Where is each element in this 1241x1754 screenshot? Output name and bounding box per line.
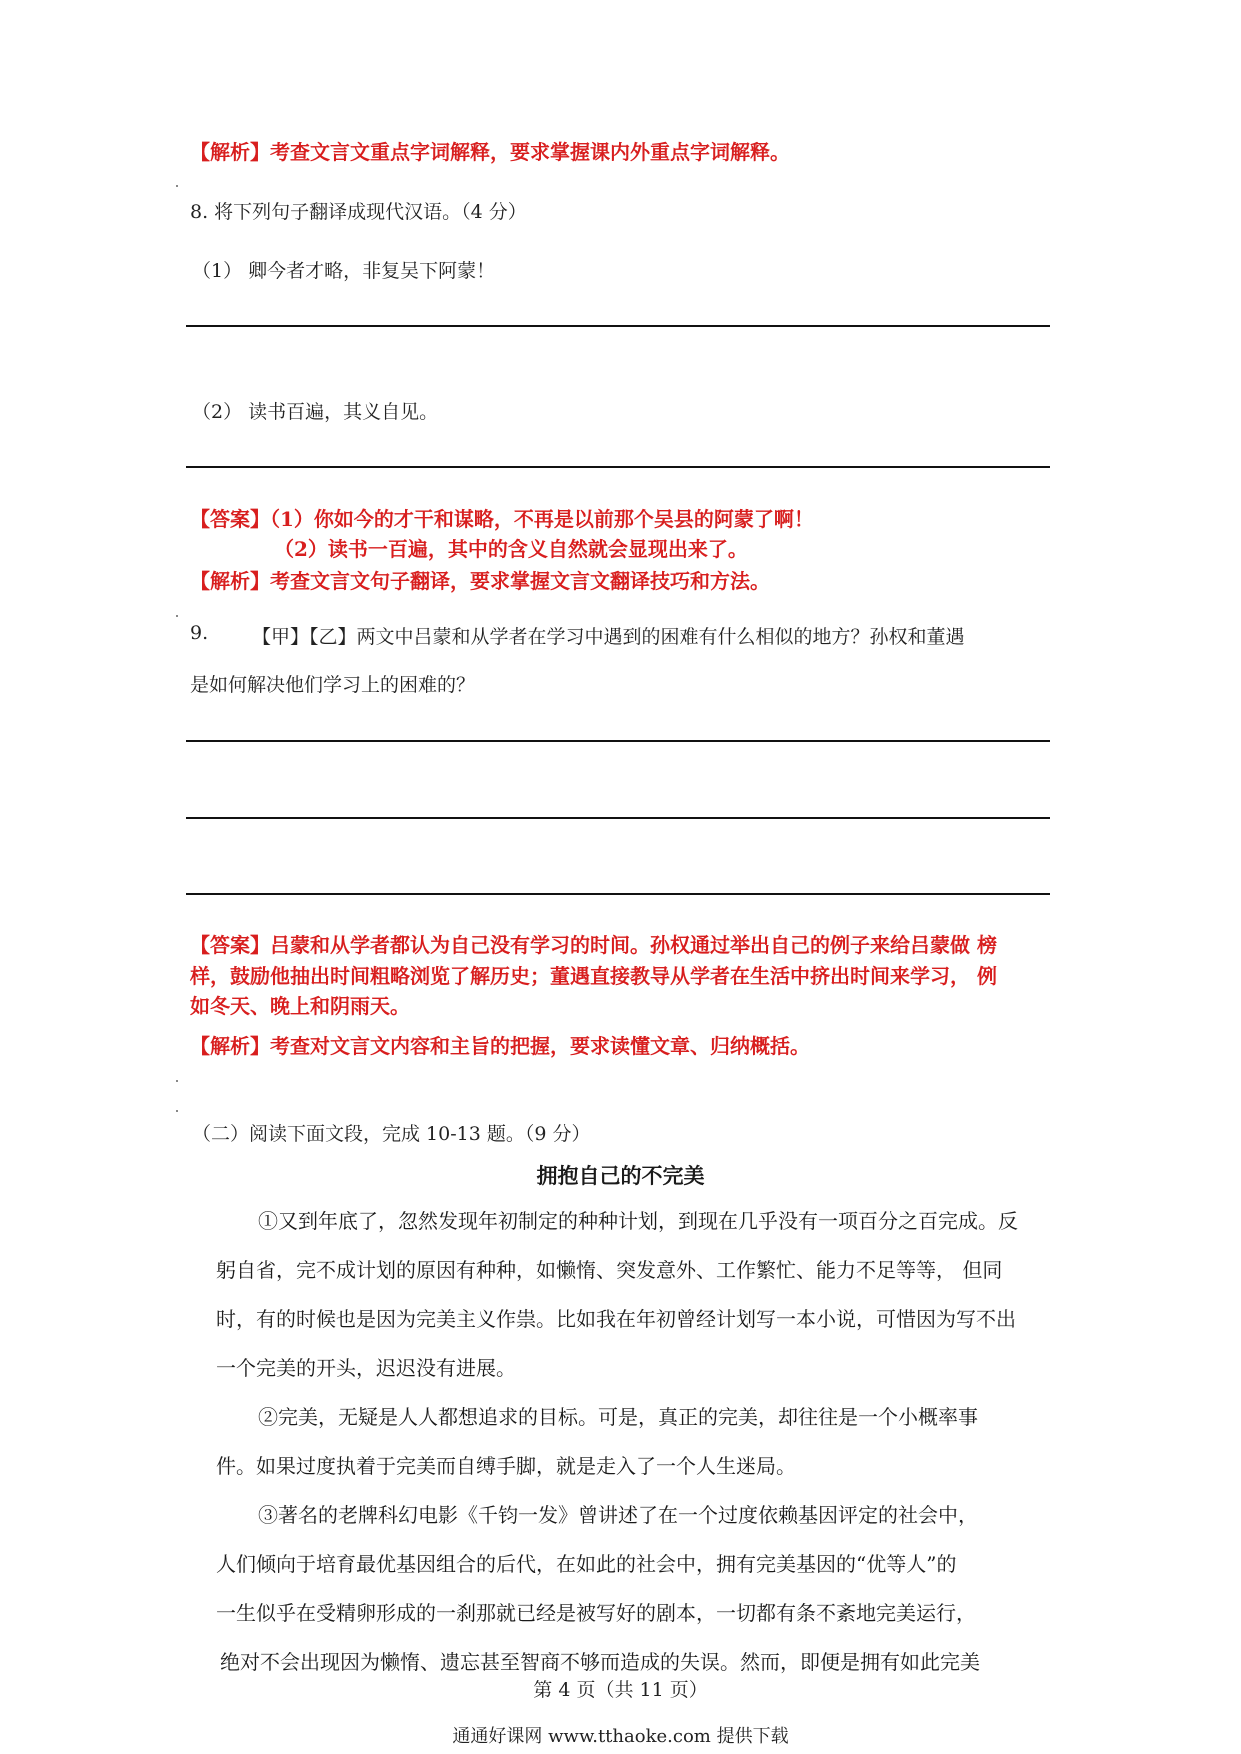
q8-item-1: （1） 卿今者才略，非复吴下阿蒙！: [192, 260, 496, 282]
paragraph-line: 人们倾向于培育最优基因组合的后代，在如此的社会中，拥有完美基因的“优等人”的: [216, 1552, 957, 1576]
answer-line: [186, 466, 1050, 468]
paragraph-line: ①又到年底了，忽然发现年初制定的种种计划，到现在几乎没有一项百分之百完成。反: [258, 1209, 1018, 1233]
section-heading: （二）阅读下面文段，完成 10-13 题。（9 分）: [192, 1123, 591, 1145]
q8-prompt: 8. 将下列句子翻译成现代汉语。（4 分）: [190, 201, 527, 223]
q9-answer-line-3: 如冬天、晚上和阴雨天。: [190, 994, 410, 1018]
source-footer: 通通好课网 www.tthaoke.com 提供下载: [452, 1726, 789, 1747]
paragraph-line: 时，有的时候也是因为完美主义作祟。比如我在年初曾经计划写一本小说，可惜因为写不出: [216, 1307, 1016, 1331]
margin-mark: [176, 615, 178, 617]
margin-mark: [176, 1080, 178, 1082]
article-title: 拥抱自己的不完美: [536, 1163, 705, 1188]
q9-prompt-line-2: 是如何解决他们学习上的困难的？: [190, 674, 476, 696]
q8-answer-line-1: 【答案】（1）你如今的才干和谋略，不再是以前那个吴县的阿蒙了啊！: [190, 507, 814, 531]
q9-answer-line-1: 【答案】吕蒙和从学者都认为自己没有学习的时间。孙权通过举出自己的例子来给吕蒙做 榜: [190, 933, 997, 957]
paragraph-line: ②完美，无疑是人人都想追求的目标。可是，真正的完美，却往往是一个小概率事: [258, 1405, 978, 1429]
paragraph-line: 绝对不会出现因为懒惰、遗忘甚至智商不够而造成的失误。然而，即便是拥有如此完美: [220, 1650, 980, 1674]
paragraph-line: ③著名的老牌科幻电影《千钧一发》曾讲述了在一个过度依赖基因评定的社会中，: [258, 1503, 978, 1527]
answer-line: [186, 325, 1050, 327]
margin-mark: [176, 1110, 178, 1112]
q9-number: 9.: [190, 622, 209, 644]
paragraph-line: 一个完美的开头，迟迟没有进展。: [216, 1356, 516, 1380]
margin-mark: [176, 185, 178, 187]
q8-item-2: （2） 读书百遍，其义自见。: [192, 401, 439, 423]
q8-answer-line-2: （2）读书一百遍，其中的含义自然就会显现出来了。: [274, 537, 748, 561]
paragraph-line: 一生似乎在受精卵形成的一刹那就已经是被写好的剧本，一切都有条不紊地完美运行，: [216, 1601, 976, 1625]
paragraph-line: 件。如果过度执着于完美而自缚手脚，就是走入了一个人生迷局。: [216, 1454, 796, 1478]
page-number: 第 4 页（共 11 页）: [533, 1679, 708, 1701]
q8-analysis: 【解析】考查文言文句子翻译，要求掌握文言文翻译技巧和方法。: [190, 569, 770, 593]
q9-prompt-line-1: 【甲】【乙】两文中吕蒙和从学者在学习中遇到的困难有什么相似的地方？孙权和董遇: [252, 626, 965, 648]
q9-analysis: 【解析】考查对文言文内容和主旨的把握，要求读懂文章、归纳概括。: [190, 1034, 810, 1058]
q9-answer-line-2: 样，鼓励他抽出时间粗略浏览了解历史；董遇直接教导从学者在生活中挤出时间来学习， 例: [190, 964, 997, 988]
q7-analysis: 【解析】考查文言文重点字词解释，要求掌握课内外重点字词解释。: [190, 140, 790, 164]
answer-line: [186, 817, 1050, 819]
answer-line: [186, 740, 1050, 742]
paragraph-line: 躬自省，完不成计划的原因有种种，如懒惰、突发意外、工作繁忙、能力不足等等， 但同: [216, 1258, 1003, 1282]
answer-line: [186, 893, 1050, 895]
